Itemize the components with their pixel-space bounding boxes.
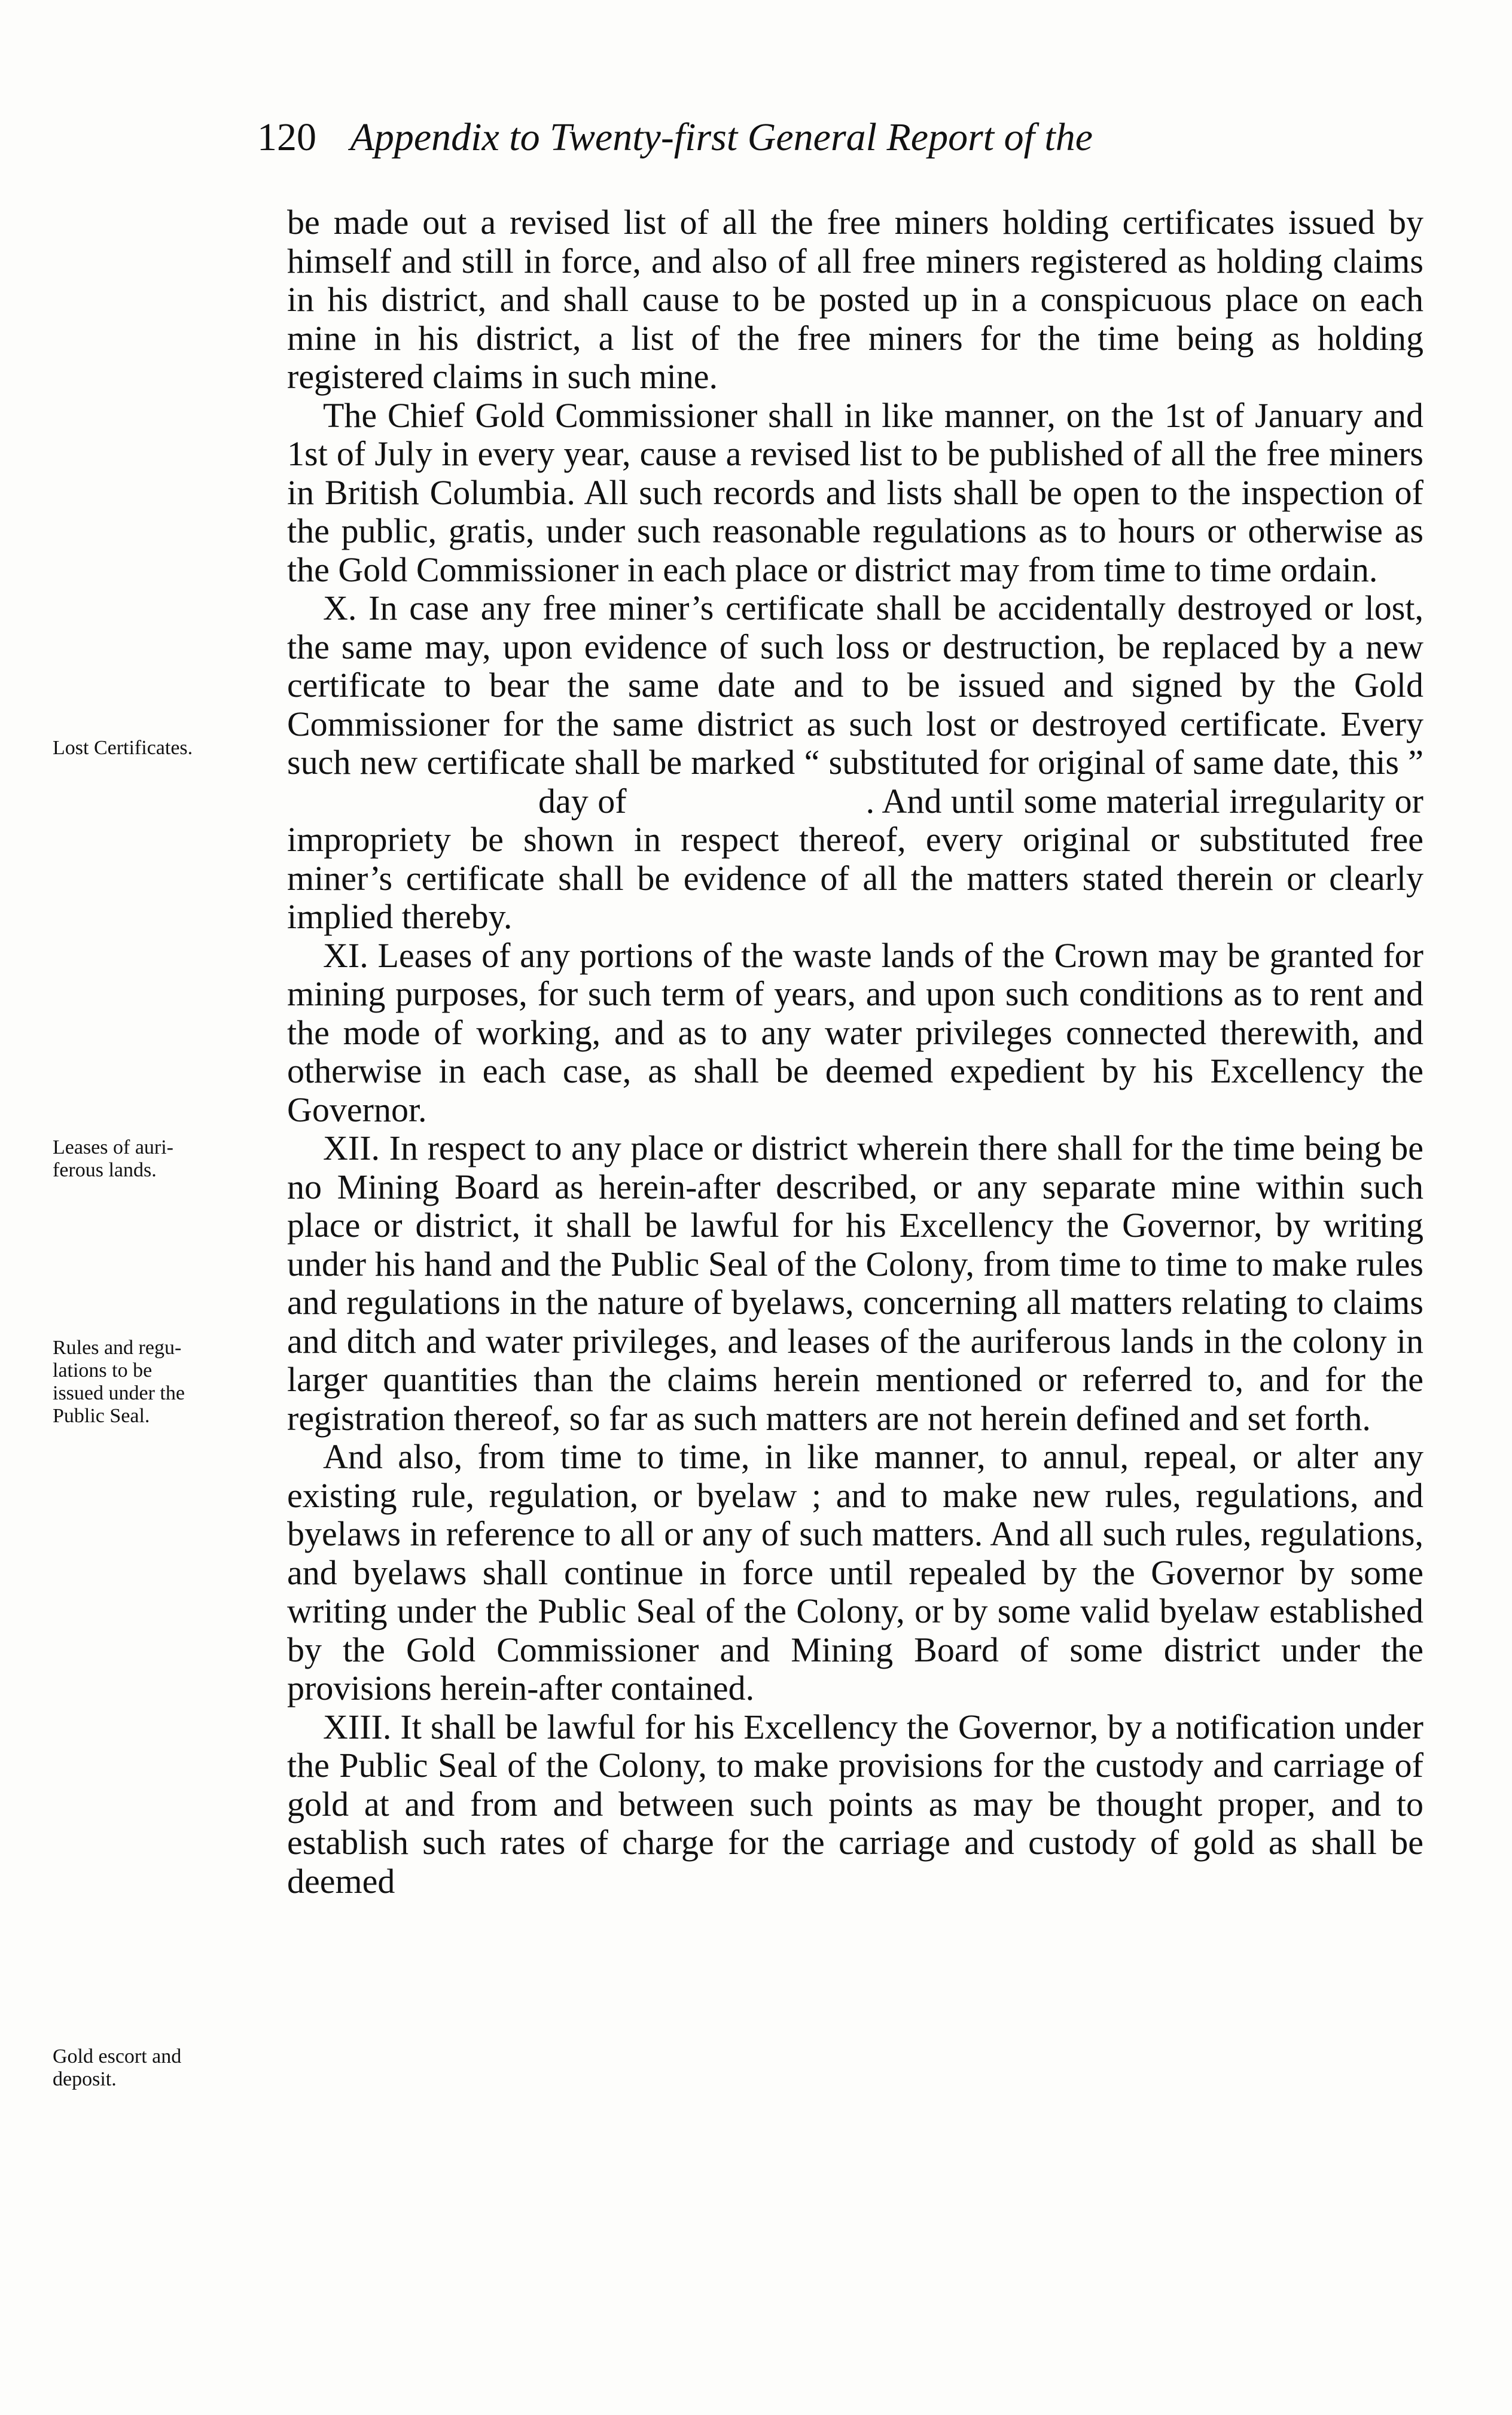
section-x-text-b: day of: [538, 781, 627, 821]
paragraph-annul-repeal: And also, from time to time, in like manner, to annul, repeal, or alter any existing rule, regulation, or byelaw ; and to make new rules, regulations, and byelaws in reference to all or any of such matters. And all such rules, regulations, and byelaws shall continue in force until repealed by the Governor by some writing under the Public Seal of the Colony, or by some valid byelaw established by the Gold Commissioner and Mining Board of some district under the provisions herein-after contained.: [287, 1437, 1423, 1707]
section-x-lost-certificates: [287, 589, 1423, 937]
margin-note-gold-escort: [53, 2045, 292, 2091]
margin-note-lost-certificates: [53, 737, 292, 760]
section-xiii-gold-escort: XIII. It shall be lawful for his Excellency the Governor, by a notification under the Public Seal of the Colony, to make provisions for the custody and carriage of gold at and from and between such points as may be thought proper, and to establish such rates of charge for the carriage and custody of gold as shall be deemed: [287, 1707, 1423, 1901]
margin-note-line: lations to be: [53, 1359, 153, 1382]
margin-note-line: Leases of auri-: [53, 1136, 174, 1158]
section-xii-rules: XII. In respect to any place or district wherein there shall for the time being be no Mining Board as herein-after described, or any separate mine within such place or district, it shall be lawful for his Excellency the Governor, by writing under his hand and the Public Seal of the Colony, from time to time to make rules and regulations in the nature of byelaws, concerning all matters relating to claims and ditch and water privileges, and leases of the auriferous lands in the colony in larger quantities than the claims herein mentioned or referred to, and for the registration thereof, so far as such matters are not herein defined and set forth.: [287, 1129, 1423, 1438]
running-title: Appendix to Twenty-first General Report of the: [350, 115, 1093, 159]
paragraph-chief-commissioner: The Chief Gold Commissioner shall in like manner, on the 1st of January and 1st of July in every year, cause a revised list to be published of all the free miners in British Columbia. All such records and lists shall be open to the inspection of the public, gratis, under such reasonable regulations as to hours or otherwise as the Gold Commissioner in each place or district may from time to time ordain.: [287, 395, 1423, 589]
section-x-text-a: X. In case any free miner’s certificate shall be accidentally destroyed or lost, the same may, upon evidence of such loss or destruction, be replaced by a new certificate to bear the same date and to be issued and signed by the Gold Commissioner for the same district as such lost or destroyed certificate. Every such new certificate shall be marked “ substituted for original of same date, this ”: [287, 588, 1423, 782]
margin-note-line: Lost Certificates.: [53, 737, 193, 759]
paragraph-revised-list: be made out a revised list of all the free miners holding certificates issued by himself and still in force, and also of all free miners registered as holding claims in his district, and shall cause to be posted up in a conspicuous place on each mine in his district, a list of the free miners for the time being as holding registered claims in such mine.: [287, 203, 1423, 396]
margin-note-rules: [53, 1337, 292, 1428]
page-number: 120: [257, 115, 316, 159]
section-x-text-c: . And until some material irregularity or impropriety be shown in respect thereof, every original or substituted free miner’s certificate shall be evidence of all the matters stated therein or clearly implied thereby.: [287, 781, 1423, 936]
margin-note-leases: [53, 1136, 292, 1182]
margin-note-line: ferous lands.: [53, 1159, 157, 1181]
margin-note-line: deposit.: [53, 2068, 117, 2090]
margin-note-line: Gold escort and: [53, 2045, 182, 2068]
body-text: [287, 203, 1423, 1901]
section-xi-leases: XI. Leases of any portions of the waste lands of the Crown may be granted for mining purposes, for such term of years, and upon such conditions as to rent and the mode of working, and as to any water privileges connected therewith, and otherwise in each case, as shall be deemed expedient by his Excellency the Governor.: [287, 935, 1423, 1129]
margin-note-line: Public Seal.: [53, 1405, 150, 1427]
page-header: [257, 114, 1423, 161]
margin-note-line: issued under the: [53, 1382, 185, 1404]
margin-note-line: Rules and regu-: [53, 1337, 182, 1359]
